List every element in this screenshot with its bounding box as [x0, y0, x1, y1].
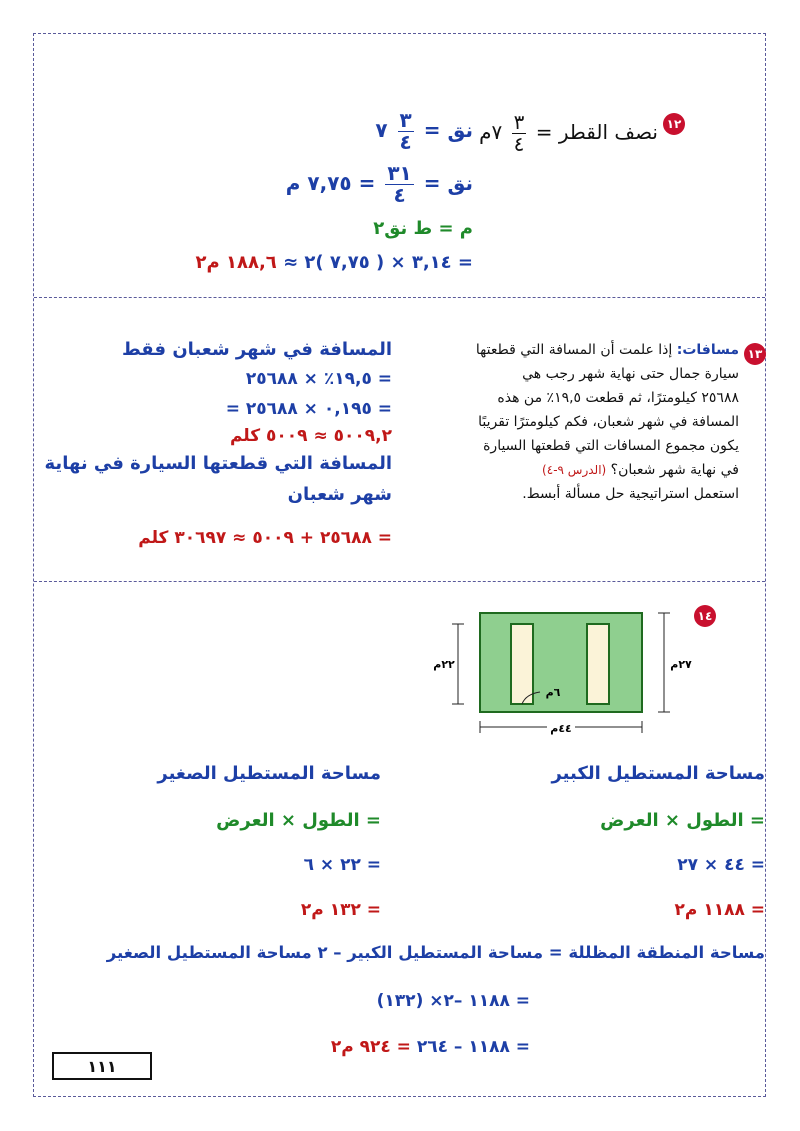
- q12-radius-frac-num: ٣: [399, 108, 412, 132]
- q13-sol-heading: المسافة في شهر شعبان فقط: [122, 339, 392, 360]
- big-rectangle: [480, 613, 642, 712]
- q12-radius-frac-den: ٤: [399, 130, 412, 154]
- separator-1: [34, 297, 765, 298]
- q12-radius2-fraction: [385, 163, 413, 206]
- q12-result-eq: =: [457, 252, 473, 273]
- q13-line-1: [476, 338, 739, 362]
- q12-radius-decimal-line: [286, 163, 473, 206]
- q12-result-expr: ٣,١٤ × ( ٧,٧٥ )٢ ≈: [283, 252, 452, 273]
- q13-line-3: ٢٥٦٨٨ كيلومترًا، ثم قطعت ١٩,٥٪ من هذه: [497, 390, 739, 406]
- q13-lesson-ref: (الدرس ٩-٤): [542, 463, 607, 477]
- q14-small-line3: = ١٣٢ م٢: [300, 900, 381, 920]
- q13-problem-text: [476, 338, 739, 506]
- q13-line-5: يكون مجموع المسافات التي قطعتها السيارة: [483, 438, 739, 454]
- q14-shaded-title: مساحة المنطقة المظللة = مساحة المستطيل الكبير – ٢ مساحة المستطيل الصغير: [106, 943, 765, 962]
- q12-radius2-frac-den: ٤: [393, 183, 406, 207]
- q12-given-frac-num: ٣: [513, 110, 525, 134]
- q12-given-suffix: ٧م: [479, 120, 503, 144]
- q14-shaded-line1: = ١١٨٨ –٢× (١٣٢): [376, 991, 530, 1011]
- q12-given-fraction: [512, 112, 527, 155]
- q13-sol-heading2a: المسافة التي قطعتها السيارة في نهاية: [44, 453, 392, 474]
- q13-sol-line2: = ٠,١٩٥ × ٢٥٦٨٨ =: [225, 399, 392, 419]
- rectangles-diagram: [430, 610, 710, 740]
- question-14-number: ١٤: [694, 605, 716, 627]
- q12-radius2-value: = ٧,٧٥ م: [285, 171, 376, 195]
- q14-small-title: مساحة المستطيل الصغير: [157, 763, 381, 784]
- q13-sol-heading2b: شهر شعبان: [287, 484, 392, 505]
- q12-radius-label: نق =: [423, 118, 473, 142]
- q14-big-line2: = ٤٤ × ٢٧: [677, 855, 765, 875]
- q13-sol-final: = ٢٥٦٨٨ + ٥٠٠٩ ≈ ٣٠٦٩٧ كلم: [138, 528, 392, 548]
- q12-radius-fraction: [398, 110, 414, 153]
- small-rectangle-left: [511, 624, 533, 704]
- q13-line-2: سيارة جمال حتى نهاية شهر رجب هي: [522, 366, 739, 382]
- q13-sol-line3: ٥٠٠٩,٢ ≈ ٥٠٠٩ كلم: [229, 426, 392, 446]
- small-rectangle-right: [587, 624, 609, 704]
- q14-small-line1: = الطول × العرض: [216, 810, 381, 831]
- q12-given-frac-den: ٤: [513, 132, 525, 156]
- q13-line-7: استعمل استراتيجية حل مسألة أبسط.: [522, 486, 739, 502]
- dim-bottom-label: ٤٤م: [550, 722, 572, 735]
- q14-shaded-line3: = ٩٢٤ م٢: [330, 1037, 411, 1057]
- q13-line-4: المسافة في شهر شعبان، فكم كيلومترًا تقريبًا: [478, 414, 739, 430]
- q12-radius2-frac-num: ٣١: [387, 161, 412, 185]
- q12-radius-line: [375, 110, 473, 153]
- dim-inner-label: ٦م: [545, 686, 561, 699]
- dim-right-label: ٢٧م: [670, 658, 692, 671]
- q13-line-6-text: في نهاية شهر شعبان؟: [610, 462, 739, 478]
- q12-given: [479, 112, 658, 155]
- q13-line-6: [476, 458, 739, 482]
- q12-result-line: [196, 254, 473, 272]
- q14-big-line3: = ١١٨٨ م٢: [674, 900, 765, 920]
- question-12-number: ١٢: [663, 113, 685, 135]
- q12-radius-whole: ٧: [375, 118, 388, 142]
- dim-left-label: ٢٢م: [433, 658, 455, 671]
- q13-sol-line1: = ١٩,٥٪ × ٢٥٦٨٨: [245, 369, 392, 389]
- q14-big-line1: = الطول × العرض: [600, 810, 765, 831]
- q14-shaded-result: [331, 1039, 530, 1056]
- question-13-number: ١٣: [744, 343, 766, 365]
- q12-area-formula: م = ط نق٢: [373, 218, 473, 239]
- page-number: ١١١: [52, 1052, 152, 1080]
- q12-given-prefix: نصف القطر =: [535, 120, 658, 144]
- q14-shaded-line2: = ١١٨٨ – ٢٦٤: [416, 1037, 530, 1057]
- q14-small-line2: = ٢٢ × ٦: [303, 855, 381, 875]
- q12-radius2-label: نق =: [423, 171, 473, 195]
- q12-result-value: ١٨٨,٦ م٢: [195, 252, 277, 273]
- q13-title: مسافات:: [676, 342, 739, 358]
- q13-line-1-text: إذا علمت أن المسافة التي قطعتها: [475, 342, 673, 358]
- q14-big-title: مساحة المستطيل الكبير: [551, 763, 765, 784]
- separator-2: [34, 581, 765, 582]
